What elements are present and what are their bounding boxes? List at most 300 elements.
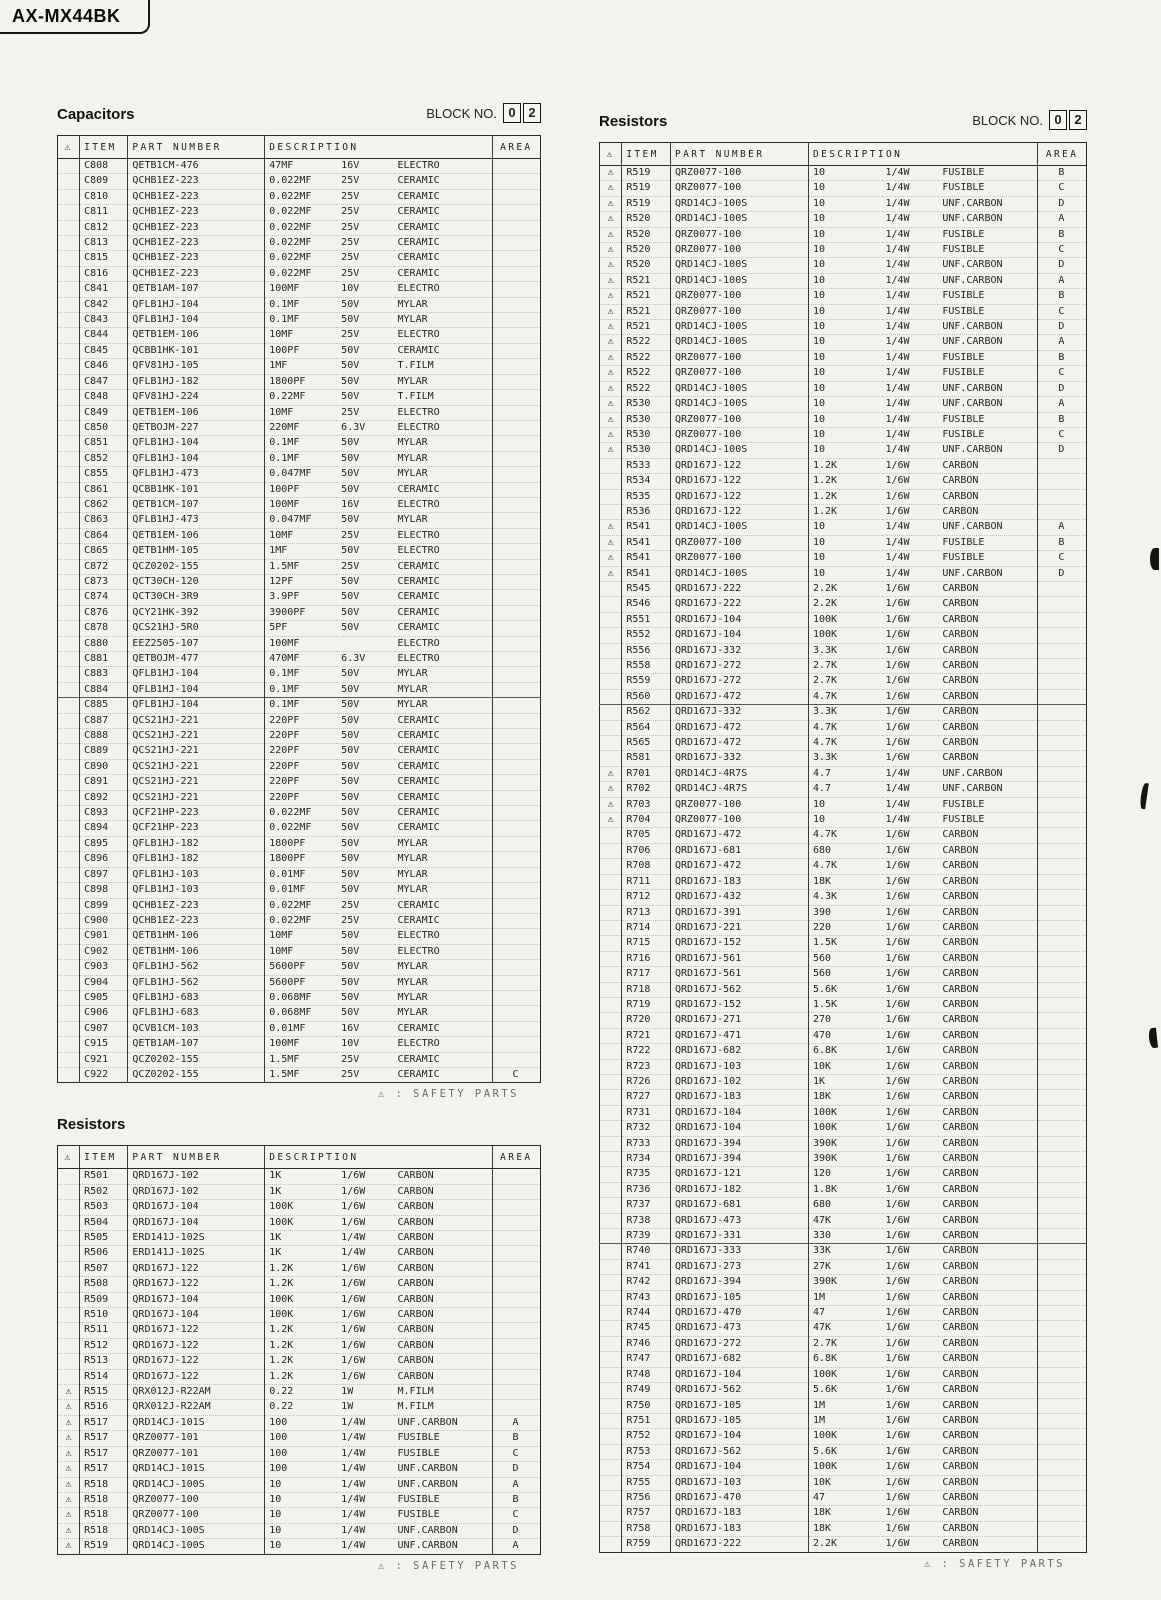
table-row <box>58 266 541 281</box>
table-row <box>600 381 1087 396</box>
part-number-cell: QFLB1HJ-473 <box>128 513 265 528</box>
table-row <box>58 1231 541 1246</box>
area-cell <box>1038 1290 1087 1305</box>
table-row <box>58 236 541 251</box>
desc-rating-cell: 1/6W <box>882 504 939 519</box>
desc-rating-cell: 1/6W <box>882 581 939 596</box>
safety-mark-cell <box>58 1215 80 1230</box>
part-number-cell: QRD167J-104 <box>128 1200 265 1215</box>
desc-type-cell: CARBON <box>938 458 1037 473</box>
desc-rating-cell: 1/6W <box>885 1538 910 1550</box>
area-cell <box>1038 1198 1087 1213</box>
table-row <box>58 544 541 559</box>
area-cell <box>492 667 540 682</box>
area-cell <box>492 744 540 759</box>
table-row <box>600 1136 1087 1151</box>
desc-rating-cell: 10V <box>337 1037 393 1052</box>
desc-rating-cell: 1/6W <box>882 1475 939 1490</box>
area-cell: A <box>492 1477 540 1492</box>
block-no-digit-2: 2 <box>1069 110 1087 130</box>
desc-rating-cell: 1/6W <box>337 1338 393 1353</box>
area-cell <box>1038 1121 1087 1136</box>
table-row <box>58 867 541 882</box>
table-row <box>600 581 1087 596</box>
table-row <box>600 1413 1087 1428</box>
area-cell: C <box>1038 366 1087 381</box>
table-row <box>58 451 541 466</box>
table-row <box>600 628 1087 643</box>
area-cell: A <box>492 1415 540 1430</box>
desc-rating-cell: 50V <box>337 698 393 713</box>
desc-type-cell: FUSIBLE <box>394 1446 493 1461</box>
desc-type-cell: CARBON <box>938 874 1037 889</box>
desc-rating-cell: 1/6W <box>882 1044 939 1059</box>
desc-rating-cell: 1/4W <box>882 766 939 781</box>
table-row <box>600 597 1087 612</box>
table-row <box>58 513 541 528</box>
table-row <box>600 1444 1087 1459</box>
desc-rating-cell: 1/4W <box>882 566 939 581</box>
desc-value-cell: 220PF <box>265 713 337 728</box>
desc-value-cell: 220PF <box>265 759 337 774</box>
area-cell <box>492 698 540 713</box>
desc-value-cell: 2.2K <box>808 597 881 612</box>
desc-value-cell: 0.022MF <box>265 205 337 220</box>
part-number-cell: QRD167J-152 <box>671 997 809 1012</box>
safety-mark-cell <box>58 836 80 851</box>
item-cell: R519 <box>80 1539 128 1554</box>
part-number-cell: QRD167J-104 <box>671 612 809 627</box>
item-cell: C848 <box>80 390 128 405</box>
desc-value-cell: 10 <box>808 289 881 304</box>
table-row <box>600 967 1087 982</box>
desc-type-cell: MYLAR <box>394 698 493 713</box>
desc-value-cell: 10 <box>808 181 881 196</box>
area-cell <box>1038 1229 1087 1244</box>
desc-type-cell: MYLAR <box>394 436 493 451</box>
safety-mark-cell <box>600 1490 622 1505</box>
desc-value-cell: 18K <box>808 874 881 889</box>
desc-type-cell: CARBON <box>938 1136 1037 1151</box>
col-header-item: ITEM <box>622 143 671 166</box>
desc-type-cell: FUSIBLE <box>938 797 1037 812</box>
safety-mark-cell <box>58 1231 80 1246</box>
item-cell: R552 <box>622 628 671 643</box>
item-cell: R718 <box>622 982 671 997</box>
desc-rating-cell: 50V <box>337 544 393 559</box>
safety-mark-cell <box>58 1200 80 1215</box>
desc-value-cell: 1MF <box>265 359 337 374</box>
item-cell: C844 <box>80 328 128 343</box>
desc-type-cell: CARBON <box>394 1169 493 1184</box>
desc-type-cell: FUSIBLE <box>394 1431 493 1446</box>
col-header-description: DESCRIPTION <box>265 1146 492 1169</box>
desc-value-cell: 1M <box>808 1398 881 1413</box>
area-cell: C <box>492 1508 540 1523</box>
part-number-cell: QFLB1HJ-182 <box>128 836 265 851</box>
item-cell: R715 <box>622 936 671 951</box>
item-cell: R717 <box>622 967 671 982</box>
part-number-cell: QFLB1HJ-104 <box>128 297 265 312</box>
desc-type-cell: CERAMIC <box>394 220 493 235</box>
safety-mark-cell: ⚠ <box>600 350 622 365</box>
table-row <box>600 304 1087 319</box>
desc-type-cell: ELECTRO <box>394 1037 493 1052</box>
desc-type-cell: CARBON <box>394 1184 493 1199</box>
left-column <box>57 103 541 1572</box>
table-row <box>600 736 1087 751</box>
safety-mark-cell: ⚠ <box>58 1431 80 1446</box>
part-number-cell: QCF21HP-223 <box>128 821 265 836</box>
desc-type-cell: FUSIBLE <box>938 535 1037 550</box>
section-title-resistors-left: Resistors <box>57 1116 126 1134</box>
desc-value-cell: 47 <box>808 1490 881 1505</box>
part-number-cell: QETB1AM-107 <box>128 282 265 297</box>
area-cell <box>1038 1074 1087 1089</box>
item-cell: R744 <box>622 1306 671 1321</box>
table-row <box>58 1323 541 1338</box>
safety-mark-cell <box>600 1306 622 1321</box>
item-cell: R713 <box>622 905 671 920</box>
desc-value-cell: 0.1MF <box>265 698 337 713</box>
area-cell <box>492 775 540 790</box>
desc-value-cell: 1.2K <box>808 474 881 489</box>
part-number-cell: QRD167J-273 <box>671 1259 809 1274</box>
area-cell <box>1038 1460 1087 1475</box>
desc-value-cell: 10MF <box>265 929 337 944</box>
safety-mark-cell <box>600 1182 622 1197</box>
item-cell: R716 <box>622 951 671 966</box>
part-number-cell: QRD167J-122 <box>671 489 809 504</box>
desc-type-cell: CARBON <box>938 1460 1037 1475</box>
table-row <box>600 920 1087 935</box>
area-cell <box>1038 1028 1087 1043</box>
safety-mark-cell <box>58 420 80 435</box>
table-row <box>58 1385 541 1400</box>
table-row <box>600 828 1087 843</box>
desc-type-cell: FUSIBLE <box>938 243 1037 258</box>
part-number-cell: QRD167J-472 <box>671 736 809 751</box>
table-row <box>58 1308 541 1323</box>
part-number-cell: QFLB1HJ-103 <box>128 867 265 882</box>
area-cell <box>1038 1336 1087 1351</box>
desc-type-cell: CARBON <box>938 597 1037 612</box>
area-cell <box>492 636 540 651</box>
area-cell <box>1038 1444 1087 1459</box>
table-row <box>58 759 541 774</box>
part-number-cell: QETB1CM-107 <box>128 497 265 512</box>
part-number-cell: QCT30CH-120 <box>128 574 265 589</box>
resistors-table-left <box>57 1145 541 1554</box>
part-number-cell: ERD141J-102S <box>128 1231 265 1246</box>
desc-value-cell: 1.2K <box>265 1277 337 1292</box>
desc-value-cell: 0.22 <box>265 1400 337 1415</box>
part-number-cell: QFV81HJ-224 <box>128 390 265 405</box>
safety-mark-cell <box>58 621 80 636</box>
part-number-cell: QRD167J-222 <box>671 581 809 596</box>
desc-rating-cell: 1/6W <box>882 643 939 658</box>
safety-mark-cell <box>58 698 80 713</box>
desc-rating-cell: 16V <box>337 1021 393 1036</box>
part-number-cell: QCS21HJ-221 <box>128 729 265 744</box>
table-row <box>600 689 1087 704</box>
item-cell: R534 <box>622 474 671 489</box>
desc-value-cell: 0.047MF <box>265 467 337 482</box>
part-number-cell: QRZ0077-100 <box>128 1492 265 1507</box>
desc-rating-cell: 1/4W <box>337 1477 393 1492</box>
desc-value-cell: 0.22MF <box>265 390 337 405</box>
table-row <box>58 883 541 898</box>
desc-rating-cell: 50V <box>337 621 393 636</box>
item-cell: R743 <box>622 1290 671 1305</box>
part-number-cell: QRD167J-272 <box>671 659 809 674</box>
desc-value-cell: 4.7K <box>808 689 881 704</box>
desc-value-cell: 2.7K <box>808 1336 881 1351</box>
item-cell: R501 <box>80 1169 128 1184</box>
capacitors-section-head <box>57 103 541 123</box>
area-cell <box>492 174 540 189</box>
safety-mark-cell <box>600 1290 622 1305</box>
desc-type-cell: CARBON <box>394 1231 493 1246</box>
table-row <box>58 282 541 297</box>
desc-rating-cell: 1/4W <box>882 212 939 227</box>
table-row <box>600 1336 1087 1351</box>
part-number-cell: QRD167J-105 <box>671 1398 809 1413</box>
desc-type-cell: CARBON <box>938 1506 1037 1521</box>
desc-value-cell: 100MF <box>265 1037 337 1052</box>
table-row <box>58 1446 541 1461</box>
desc-type-cell: ELECTRO <box>394 405 493 420</box>
item-cell: R558 <box>622 659 671 674</box>
desc-value-cell: 1.8K <box>808 1182 881 1197</box>
table-row <box>600 1105 1087 1120</box>
desc-rating-cell: 1/6W <box>882 1213 939 1228</box>
desc-value-cell: 0.22 <box>265 1385 337 1400</box>
safety-mark-cell: ⚠ <box>600 381 622 396</box>
desc-rating-cell: 1/6W <box>882 1105 939 1120</box>
item-cell: C902 <box>80 944 128 959</box>
desc-type-cell: FUSIBLE <box>938 350 1037 365</box>
desc-rating-cell: 1/4W <box>882 797 939 812</box>
table-row <box>600 1290 1087 1305</box>
item-cell: R737 <box>622 1198 671 1213</box>
part-number-cell: QRD167J-122 <box>128 1277 265 1292</box>
area-cell: B <box>1038 350 1087 365</box>
safety-mark-cell: ⚠ <box>58 1477 80 1492</box>
part-number-cell: QCS21HJ-221 <box>128 775 265 790</box>
part-number-cell: QRD167J-681 <box>671 843 809 858</box>
desc-type-cell: UNF.CARBON <box>938 258 1037 273</box>
desc-rating-cell: 25V <box>337 528 393 543</box>
desc-type-cell: CARBON <box>394 1215 493 1230</box>
area-cell <box>1038 1275 1087 1290</box>
desc-value-cell: 100PF <box>265 343 337 358</box>
item-cell: R533 <box>622 458 671 473</box>
area-cell <box>1038 1105 1087 1120</box>
table-row <box>600 1321 1087 1336</box>
desc-type-cell: CARBON <box>938 504 1037 519</box>
item-cell: R702 <box>622 782 671 797</box>
desc-rating-cell: 1/6W <box>882 474 939 489</box>
desc-rating-cell: 50V <box>337 590 393 605</box>
area-cell: D <box>1038 258 1087 273</box>
area-cell <box>1038 1521 1087 1536</box>
part-number-cell: QRD167J-222 <box>671 597 809 612</box>
desc-type-cell: CARBON <box>938 828 1037 843</box>
area-cell <box>492 790 540 805</box>
area-cell <box>1038 628 1087 643</box>
area-cell <box>492 729 540 744</box>
safety-parts-note: ⚠ : SAFETY PARTS <box>923 1557 1065 1570</box>
desc-value-cell: 3.3K <box>808 705 881 720</box>
table-row <box>58 497 541 512</box>
desc-rating-cell: 1/4W <box>882 412 939 427</box>
area-cell <box>1038 489 1087 504</box>
area-cell <box>1038 890 1087 905</box>
part-number-cell: QRD167J-183 <box>671 874 809 889</box>
item-cell: C852 <box>80 451 128 466</box>
desc-value-cell: 390K <box>808 1152 881 1167</box>
part-number-cell: QCHB1EZ-223 <box>128 189 265 204</box>
desc-value-cell: 1.2K <box>265 1369 337 1384</box>
part-number-cell: QCHB1EZ-223 <box>128 174 265 189</box>
desc-rating-cell: 1/4W <box>882 273 939 288</box>
desc-value-cell: 100 <box>265 1431 337 1446</box>
part-number-cell: QFLB1HJ-683 <box>128 990 265 1005</box>
block-no-label: BLOCK NO. <box>426 105 497 121</box>
desc-value-cell: 220 <box>808 920 881 935</box>
safety-mark-cell: ⚠ <box>58 1462 80 1477</box>
table-row <box>600 1090 1087 1105</box>
safety-mark-cell <box>58 682 80 697</box>
table-row <box>58 1523 541 1538</box>
part-number-cell: QETB1HM-105 <box>128 544 265 559</box>
safety-mark-cell <box>600 628 622 643</box>
safety-mark-cell <box>58 883 80 898</box>
desc-value-cell: 680 <box>808 1198 881 1213</box>
part-number-cell: QCY21HK-392 <box>128 605 265 620</box>
table-row <box>58 1246 541 1261</box>
area-cell <box>492 1261 540 1276</box>
desc-type-cell: FUSIBLE <box>938 181 1037 196</box>
item-cell: R745 <box>622 1321 671 1336</box>
desc-type-cell: ELECTRO <box>394 652 493 667</box>
desc-type-cell: CERAMIC <box>394 189 493 204</box>
table-row <box>600 659 1087 674</box>
item-cell: C897 <box>80 867 128 882</box>
safety-mark-cell <box>600 1444 622 1459</box>
item-cell: R535 <box>622 489 671 504</box>
table-row <box>58 220 541 235</box>
desc-type-cell: UNF.CARBON <box>938 381 1037 396</box>
area-cell <box>1038 1367 1087 1382</box>
part-number-cell: QRZ0077-100 <box>671 227 809 242</box>
safety-mark-cell <box>600 597 622 612</box>
desc-rating-cell: 1/6W <box>882 1352 939 1367</box>
part-number-cell: QFV81HJ-105 <box>128 359 265 374</box>
area-cell: C <box>1038 304 1087 319</box>
desc-rating-cell: 1/6W <box>882 936 939 951</box>
header-row <box>600 143 1087 166</box>
safety-mark-cell <box>58 205 80 220</box>
safety-mark-cell <box>600 1506 622 1521</box>
desc-value-cell: 0.022MF <box>265 266 337 281</box>
safety-mark-cell: ⚠ <box>58 1415 80 1430</box>
area-cell <box>1038 612 1087 627</box>
area-cell: B <box>1038 227 1087 242</box>
desc-type-cell: CARBON <box>938 982 1037 997</box>
desc-rating-cell: 1/4W <box>337 1462 393 1477</box>
item-cell: C846 <box>80 359 128 374</box>
desc-value-cell: 1800PF <box>265 836 337 851</box>
desc-rating-cell: 25V <box>337 405 393 420</box>
part-number-cell: QCHB1EZ-223 <box>128 220 265 235</box>
table-row <box>58 1492 541 1507</box>
desc-rating-cell: 50V <box>337 729 393 744</box>
desc-value-cell: 1M <box>808 1290 881 1305</box>
desc-value-cell: 10 <box>808 273 881 288</box>
desc-value-cell: 5.6K <box>808 1383 881 1398</box>
table-row <box>600 1182 1087 1197</box>
desc-type-cell: UNF.CARBON <box>394 1462 493 1477</box>
area-cell <box>492 436 540 451</box>
part-number-cell: QFLB1HJ-683 <box>128 1006 265 1021</box>
desc-value-cell: 470 <box>808 1028 881 1043</box>
desc-rating-cell <box>337 636 393 651</box>
desc-rating-cell: 50V <box>337 852 393 867</box>
table-row <box>600 1044 1087 1059</box>
safety-mark-cell <box>58 544 80 559</box>
desc-value-cell: 10 <box>808 412 881 427</box>
desc-rating-cell: 1/6W <box>882 689 939 704</box>
desc-value-cell: 100K <box>265 1215 337 1230</box>
safety-mark-cell <box>600 736 622 751</box>
table-row <box>58 821 541 836</box>
part-number-cell: QRD14CJ-100S <box>671 258 809 273</box>
item-cell: C898 <box>80 883 128 898</box>
area-cell <box>492 929 540 944</box>
table-row <box>58 1431 541 1446</box>
desc-rating-cell: 1/6W <box>882 828 939 843</box>
desc-type-cell: ELECTRO <box>394 282 493 297</box>
area-cell <box>492 251 540 266</box>
desc-type-cell: MYLAR <box>394 1006 493 1021</box>
item-cell: C893 <box>80 806 128 821</box>
desc-rating-cell: 6.3V <box>337 652 393 667</box>
item-cell: R517 <box>80 1462 128 1477</box>
item-cell: C815 <box>80 251 128 266</box>
area-cell <box>492 220 540 235</box>
safety-mark-cell <box>58 1006 80 1021</box>
area-cell <box>1038 1506 1087 1521</box>
table-row <box>58 652 541 667</box>
table-row <box>600 751 1087 766</box>
desc-rating-cell: 1/6W <box>337 1277 393 1292</box>
area-cell <box>492 960 540 975</box>
part-number-cell: QFLB1HJ-182 <box>128 852 265 867</box>
desc-type-cell: UNF.CARBON <box>938 335 1037 350</box>
part-number-cell: QRD14CJ-100S <box>671 335 809 350</box>
safety-mark-cell <box>600 1013 622 1028</box>
desc-rating-cell: 1/4W <box>882 258 939 273</box>
item-cell: R562 <box>622 705 671 720</box>
table-row <box>600 289 1087 304</box>
table-row <box>600 1013 1087 1028</box>
desc-rating-cell: 25V <box>337 251 393 266</box>
part-number-cell: QRD167J-221 <box>671 920 809 935</box>
safety-mark-cell <box>600 1028 622 1043</box>
table-row <box>58 990 541 1005</box>
